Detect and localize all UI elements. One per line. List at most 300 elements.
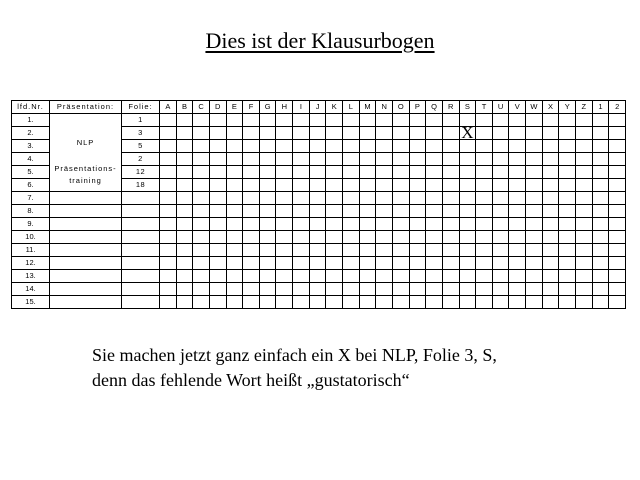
answer-cell-p[interactable] <box>409 283 426 296</box>
answer-cell-v[interactable] <box>509 127 526 140</box>
answer-cell-2[interactable] <box>609 231 626 244</box>
answer-cell-o[interactable] <box>392 270 409 283</box>
answer-cell-x[interactable] <box>542 127 559 140</box>
answer-cell-i[interactable] <box>293 114 310 127</box>
answer-cell-i[interactable] <box>293 218 310 231</box>
answer-cell-d[interactable] <box>209 283 226 296</box>
answer-cell-u[interactable] <box>492 283 509 296</box>
answer-cell-r[interactable] <box>442 127 459 140</box>
answer-cell-j[interactable] <box>309 270 326 283</box>
answer-cell-o[interactable] <box>392 114 409 127</box>
answer-cell-c[interactable] <box>193 270 210 283</box>
presentation-cell[interactable] <box>50 218 122 231</box>
answer-cell-n[interactable] <box>376 114 393 127</box>
answer-cell-h[interactable] <box>276 257 293 270</box>
answer-cell-f[interactable] <box>243 218 260 231</box>
answer-cell-i[interactable] <box>293 283 310 296</box>
answer-cell-s[interactable] <box>459 244 476 257</box>
answer-cell-g[interactable] <box>259 244 276 257</box>
answer-cell-m[interactable] <box>359 114 376 127</box>
answer-cell-t[interactable] <box>476 231 493 244</box>
answer-cell-o[interactable] <box>392 231 409 244</box>
answer-cell-v[interactable] <box>509 179 526 192</box>
answer-cell-r[interactable] <box>442 114 459 127</box>
answer-cell-j[interactable] <box>309 127 326 140</box>
answer-cell-l[interactable] <box>343 296 360 309</box>
answer-cell-c[interactable] <box>193 166 210 179</box>
answer-cell-b[interactable] <box>176 244 193 257</box>
answer-cell-u[interactable] <box>492 153 509 166</box>
answer-cell-w[interactable] <box>526 153 543 166</box>
answer-cell-l[interactable] <box>343 192 360 205</box>
answer-cell-g[interactable] <box>259 127 276 140</box>
answer-cell-w[interactable] <box>526 283 543 296</box>
answer-cell-x[interactable] <box>542 179 559 192</box>
answer-cell-d[interactable] <box>209 257 226 270</box>
answer-cell-r[interactable] <box>442 192 459 205</box>
answer-cell-r[interactable] <box>442 296 459 309</box>
answer-cell-h[interactable] <box>276 283 293 296</box>
answer-cell-x[interactable] <box>542 244 559 257</box>
answer-cell-u[interactable] <box>492 218 509 231</box>
answer-cell-a[interactable] <box>160 127 177 140</box>
answer-cell-x[interactable] <box>542 114 559 127</box>
answer-cell-g[interactable] <box>259 179 276 192</box>
answer-cell-c[interactable] <box>193 244 210 257</box>
answer-cell-i[interactable] <box>293 205 310 218</box>
answer-cell-2[interactable] <box>609 270 626 283</box>
answer-cell-q[interactable] <box>426 218 443 231</box>
answer-cell-b[interactable] <box>176 296 193 309</box>
answer-cell-a[interactable] <box>160 283 177 296</box>
answer-cell-y[interactable] <box>559 218 576 231</box>
answer-cell-h[interactable] <box>276 296 293 309</box>
answer-cell-v[interactable] <box>509 231 526 244</box>
answer-cell-l[interactable] <box>343 244 360 257</box>
answer-cell-c[interactable] <box>193 205 210 218</box>
answer-cell-f[interactable] <box>243 192 260 205</box>
answer-cell-z[interactable] <box>576 257 593 270</box>
answer-cell-t[interactable] <box>476 218 493 231</box>
answer-cell-s[interactable] <box>459 205 476 218</box>
answer-cell-n[interactable] <box>376 166 393 179</box>
answer-cell-u[interactable] <box>492 127 509 140</box>
answer-cell-y[interactable] <box>559 231 576 244</box>
answer-cell-l[interactable] <box>343 140 360 153</box>
answer-cell-n[interactable] <box>376 179 393 192</box>
answer-cell-c[interactable] <box>193 218 210 231</box>
answer-cell-z[interactable] <box>576 283 593 296</box>
answer-cell-y[interactable] <box>559 257 576 270</box>
answer-cell-d[interactable] <box>209 192 226 205</box>
answer-cell-a[interactable] <box>160 270 177 283</box>
answer-cell-a[interactable] <box>160 140 177 153</box>
answer-cell-p[interactable] <box>409 192 426 205</box>
answer-cell-p[interactable] <box>409 153 426 166</box>
answer-cell-b[interactable] <box>176 205 193 218</box>
answer-cell-f[interactable] <box>243 257 260 270</box>
answer-cell-1[interactable] <box>592 283 609 296</box>
answer-cell-l[interactable] <box>343 205 360 218</box>
answer-cell-n[interactable] <box>376 244 393 257</box>
answer-cell-a[interactable] <box>160 114 177 127</box>
answer-cell-g[interactable] <box>259 283 276 296</box>
answer-cell-y[interactable] <box>559 270 576 283</box>
answer-cell-f[interactable] <box>243 140 260 153</box>
answer-cell-g[interactable] <box>259 140 276 153</box>
answer-cell-o[interactable] <box>392 153 409 166</box>
answer-cell-b[interactable] <box>176 231 193 244</box>
answer-cell-v[interactable] <box>509 166 526 179</box>
answer-cell-f[interactable] <box>243 114 260 127</box>
answer-cell-d[interactable] <box>209 270 226 283</box>
answer-cell-j[interactable] <box>309 153 326 166</box>
answer-cell-e[interactable] <box>226 218 243 231</box>
answer-cell-h[interactable] <box>276 140 293 153</box>
answer-cell-p[interactable] <box>409 218 426 231</box>
answer-cell-b[interactable] <box>176 166 193 179</box>
answer-cell-y[interactable] <box>559 153 576 166</box>
answer-cell-w[interactable] <box>526 140 543 153</box>
answer-cell-a[interactable] <box>160 231 177 244</box>
answer-cell-2[interactable] <box>609 127 626 140</box>
answer-cell-a[interactable] <box>160 218 177 231</box>
answer-cell-x[interactable] <box>542 296 559 309</box>
answer-cell-o[interactable] <box>392 166 409 179</box>
answer-cell-i[interactable] <box>293 296 310 309</box>
answer-cell-c[interactable] <box>193 179 210 192</box>
answer-cell-i[interactable] <box>293 153 310 166</box>
answer-cell-q[interactable] <box>426 244 443 257</box>
answer-cell-v[interactable] <box>509 140 526 153</box>
answer-cell-i[interactable] <box>293 231 310 244</box>
answer-cell-e[interactable] <box>226 166 243 179</box>
answer-cell-c[interactable] <box>193 114 210 127</box>
answer-cell-2[interactable] <box>609 192 626 205</box>
answer-cell-t[interactable] <box>476 114 493 127</box>
answer-cell-h[interactable] <box>276 127 293 140</box>
answer-cell-h[interactable] <box>276 270 293 283</box>
answer-cell-q[interactable] <box>426 114 443 127</box>
answer-cell-k[interactable] <box>326 127 343 140</box>
answer-cell-w[interactable] <box>526 179 543 192</box>
presentation-cell[interactable] <box>50 270 122 283</box>
answer-cell-v[interactable] <box>509 153 526 166</box>
answer-cell-x[interactable] <box>542 140 559 153</box>
answer-cell-i[interactable] <box>293 179 310 192</box>
answer-cell-f[interactable] <box>243 153 260 166</box>
answer-cell-p[interactable] <box>409 127 426 140</box>
answer-cell-q[interactable] <box>426 231 443 244</box>
answer-cell-x[interactable] <box>542 218 559 231</box>
answer-cell-o[interactable] <box>392 140 409 153</box>
answer-cell-1[interactable] <box>592 257 609 270</box>
answer-cell-a[interactable] <box>160 192 177 205</box>
answer-cell-o[interactable] <box>392 205 409 218</box>
answer-cell-h[interactable] <box>276 192 293 205</box>
answer-cell-v[interactable] <box>509 257 526 270</box>
answer-cell-w[interactable] <box>526 244 543 257</box>
answer-cell-p[interactable] <box>409 114 426 127</box>
answer-cell-t[interactable] <box>476 270 493 283</box>
answer-cell-g[interactable] <box>259 166 276 179</box>
answer-cell-e[interactable] <box>226 231 243 244</box>
answer-cell-q[interactable] <box>426 127 443 140</box>
answer-cell-t[interactable] <box>476 192 493 205</box>
answer-cell-u[interactable] <box>492 244 509 257</box>
answer-cell-r[interactable] <box>442 244 459 257</box>
answer-cell-u[interactable] <box>492 140 509 153</box>
answer-cell-1[interactable] <box>592 244 609 257</box>
answer-cell-e[interactable] <box>226 127 243 140</box>
answer-cell-m[interactable] <box>359 179 376 192</box>
answer-cell-w[interactable] <box>526 270 543 283</box>
answer-cell-n[interactable] <box>376 283 393 296</box>
answer-cell-t[interactable] <box>476 244 493 257</box>
answer-cell-q[interactable] <box>426 205 443 218</box>
answer-cell-d[interactable] <box>209 153 226 166</box>
answer-cell-g[interactable] <box>259 192 276 205</box>
answer-cell-k[interactable] <box>326 179 343 192</box>
answer-cell-m[interactable] <box>359 127 376 140</box>
answer-cell-l[interactable] <box>343 179 360 192</box>
answer-cell-y[interactable] <box>559 192 576 205</box>
answer-cell-a[interactable] <box>160 296 177 309</box>
presentation-cell[interactable] <box>50 231 122 244</box>
answer-cell-m[interactable] <box>359 231 376 244</box>
answer-cell-b[interactable] <box>176 270 193 283</box>
answer-cell-f[interactable] <box>243 270 260 283</box>
answer-cell-q[interactable] <box>426 257 443 270</box>
answer-cell-p[interactable] <box>409 244 426 257</box>
answer-cell-r[interactable] <box>442 270 459 283</box>
answer-cell-v[interactable] <box>509 244 526 257</box>
answer-cell-c[interactable] <box>193 283 210 296</box>
answer-cell-n[interactable] <box>376 140 393 153</box>
answer-cell-j[interactable] <box>309 140 326 153</box>
answer-cell-a[interactable] <box>160 166 177 179</box>
answer-cell-d[interactable] <box>209 205 226 218</box>
answer-cell-n[interactable] <box>376 127 393 140</box>
answer-cell-n[interactable] <box>376 257 393 270</box>
answer-cell-o[interactable] <box>392 283 409 296</box>
answer-cell-1[interactable] <box>592 192 609 205</box>
answer-cell-d[interactable] <box>209 140 226 153</box>
answer-cell-1[interactable] <box>592 153 609 166</box>
answer-cell-q[interactable] <box>426 140 443 153</box>
answer-cell-c[interactable] <box>193 296 210 309</box>
answer-cell-e[interactable] <box>226 205 243 218</box>
answer-cell-z[interactable] <box>576 244 593 257</box>
answer-cell-l[interactable] <box>343 114 360 127</box>
answer-cell-s[interactable] <box>459 231 476 244</box>
answer-cell-b[interactable] <box>176 192 193 205</box>
answer-cell-g[interactable] <box>259 231 276 244</box>
answer-cell-r[interactable] <box>442 153 459 166</box>
answer-cell-t[interactable] <box>476 127 493 140</box>
answer-cell-m[interactable] <box>359 257 376 270</box>
answer-cell-u[interactable] <box>492 166 509 179</box>
answer-cell-k[interactable] <box>326 205 343 218</box>
answer-cell-w[interactable] <box>526 218 543 231</box>
answer-cell-j[interactable] <box>309 218 326 231</box>
answer-cell-j[interactable] <box>309 166 326 179</box>
answer-cell-m[interactable] <box>359 153 376 166</box>
answer-cell-e[interactable] <box>226 114 243 127</box>
answer-cell-e[interactable] <box>226 192 243 205</box>
answer-cell-1[interactable] <box>592 231 609 244</box>
answer-cell-z[interactable] <box>576 192 593 205</box>
answer-cell-u[interactable] <box>492 205 509 218</box>
answer-cell-k[interactable] <box>326 140 343 153</box>
answer-cell-1[interactable] <box>592 166 609 179</box>
answer-cell-p[interactable] <box>409 166 426 179</box>
answer-cell-r[interactable] <box>442 218 459 231</box>
answer-cell-x[interactable] <box>542 283 559 296</box>
answer-cell-n[interactable] <box>376 296 393 309</box>
answer-cell-t[interactable] <box>476 296 493 309</box>
answer-cell-k[interactable] <box>326 231 343 244</box>
answer-cell-t[interactable] <box>476 153 493 166</box>
answer-cell-1[interactable] <box>592 205 609 218</box>
answer-cell-l[interactable] <box>343 257 360 270</box>
answer-cell-u[interactable] <box>492 179 509 192</box>
answer-cell-m[interactable] <box>359 218 376 231</box>
answer-cell-w[interactable] <box>526 114 543 127</box>
presentation-cell[interactable] <box>50 257 122 270</box>
answer-cell-c[interactable] <box>193 127 210 140</box>
answer-cell-h[interactable] <box>276 231 293 244</box>
answer-cell-2[interactable] <box>609 205 626 218</box>
answer-cell-k[interactable] <box>326 270 343 283</box>
answer-cell-d[interactable] <box>209 179 226 192</box>
answer-cell-2[interactable] <box>609 218 626 231</box>
answer-cell-y[interactable] <box>559 127 576 140</box>
answer-cell-k[interactable] <box>326 114 343 127</box>
answer-cell-t[interactable] <box>476 140 493 153</box>
answer-cell-x[interactable] <box>542 153 559 166</box>
answer-cell-d[interactable] <box>209 166 226 179</box>
answer-cell-t[interactable] <box>476 257 493 270</box>
answer-cell-t[interactable] <box>476 166 493 179</box>
answer-cell-l[interactable] <box>343 166 360 179</box>
answer-cell-c[interactable] <box>193 257 210 270</box>
answer-cell-x[interactable] <box>542 166 559 179</box>
answer-cell-x[interactable] <box>542 192 559 205</box>
answer-cell-l[interactable] <box>343 270 360 283</box>
answer-cell-j[interactable] <box>309 283 326 296</box>
answer-cell-b[interactable] <box>176 140 193 153</box>
answer-cell-p[interactable] <box>409 231 426 244</box>
answer-cell-o[interactable] <box>392 179 409 192</box>
answer-cell-w[interactable] <box>526 166 543 179</box>
answer-cell-z[interactable] <box>576 218 593 231</box>
answer-cell-g[interactable] <box>259 257 276 270</box>
answer-cell-t[interactable] <box>476 283 493 296</box>
answer-cell-u[interactable] <box>492 296 509 309</box>
answer-cell-n[interactable] <box>376 153 393 166</box>
answer-cell-f[interactable] <box>243 283 260 296</box>
answer-cell-t[interactable] <box>476 205 493 218</box>
answer-cell-k[interactable] <box>326 257 343 270</box>
answer-cell-n[interactable] <box>376 205 393 218</box>
answer-cell-v[interactable] <box>509 205 526 218</box>
answer-cell-r[interactable] <box>442 283 459 296</box>
answer-cell-1[interactable] <box>592 179 609 192</box>
answer-cell-v[interactable] <box>509 218 526 231</box>
answer-cell-z[interactable] <box>576 205 593 218</box>
answer-cell-b[interactable] <box>176 127 193 140</box>
answer-cell-1[interactable] <box>592 127 609 140</box>
answer-cell-e[interactable] <box>226 296 243 309</box>
answer-cell-u[interactable] <box>492 270 509 283</box>
presentation-cell[interactable] <box>50 192 122 205</box>
answer-cell-z[interactable] <box>576 153 593 166</box>
answer-cell-z[interactable] <box>576 231 593 244</box>
answer-cell-d[interactable] <box>209 231 226 244</box>
answer-cell-g[interactable] <box>259 153 276 166</box>
answer-cell-r[interactable] <box>442 166 459 179</box>
answer-cell-r[interactable] <box>442 140 459 153</box>
answer-cell-d[interactable] <box>209 218 226 231</box>
answer-cell-i[interactable] <box>293 244 310 257</box>
answer-cell-k[interactable] <box>326 296 343 309</box>
answer-cell-l[interactable] <box>343 127 360 140</box>
answer-cell-p[interactable] <box>409 270 426 283</box>
answer-cell-m[interactable] <box>359 244 376 257</box>
answer-cell-1[interactable] <box>592 218 609 231</box>
answer-cell-p[interactable] <box>409 140 426 153</box>
answer-cell-j[interactable] <box>309 257 326 270</box>
answer-cell-p[interactable] <box>409 205 426 218</box>
answer-cell-r[interactable] <box>442 179 459 192</box>
answer-cell-z[interactable] <box>576 127 593 140</box>
answer-cell-g[interactable] <box>259 205 276 218</box>
answer-cell-w[interactable] <box>526 127 543 140</box>
answer-cell-h[interactable] <box>276 179 293 192</box>
answer-cell-k[interactable] <box>326 153 343 166</box>
answer-cell-g[interactable] <box>259 296 276 309</box>
answer-cell-u[interactable] <box>492 231 509 244</box>
answer-cell-l[interactable] <box>343 283 360 296</box>
answer-cell-w[interactable] <box>526 296 543 309</box>
answer-cell-z[interactable] <box>576 270 593 283</box>
answer-cell-z[interactable] <box>576 114 593 127</box>
answer-cell-2[interactable] <box>609 114 626 127</box>
answer-cell-k[interactable] <box>326 283 343 296</box>
answer-cell-c[interactable] <box>193 192 210 205</box>
answer-cell-d[interactable] <box>209 244 226 257</box>
answer-cell-s[interactable] <box>459 283 476 296</box>
answer-cell-e[interactable] <box>226 153 243 166</box>
answer-cell-d[interactable] <box>209 127 226 140</box>
answer-cell-q[interactable] <box>426 192 443 205</box>
answer-cell-q[interactable] <box>426 270 443 283</box>
answer-cell-x[interactable] <box>542 257 559 270</box>
answer-cell-j[interactable] <box>309 192 326 205</box>
answer-cell-i[interactable] <box>293 257 310 270</box>
answer-cell-v[interactable] <box>509 270 526 283</box>
answer-cell-f[interactable] <box>243 179 260 192</box>
answer-cell-n[interactable] <box>376 192 393 205</box>
answer-cell-m[interactable] <box>359 192 376 205</box>
answer-cell-2[interactable] <box>609 244 626 257</box>
answer-cell-v[interactable] <box>509 296 526 309</box>
answer-cell-k[interactable] <box>326 244 343 257</box>
answer-cell-f[interactable] <box>243 205 260 218</box>
answer-cell-h[interactable] <box>276 205 293 218</box>
answer-cell-z[interactable] <box>576 296 593 309</box>
